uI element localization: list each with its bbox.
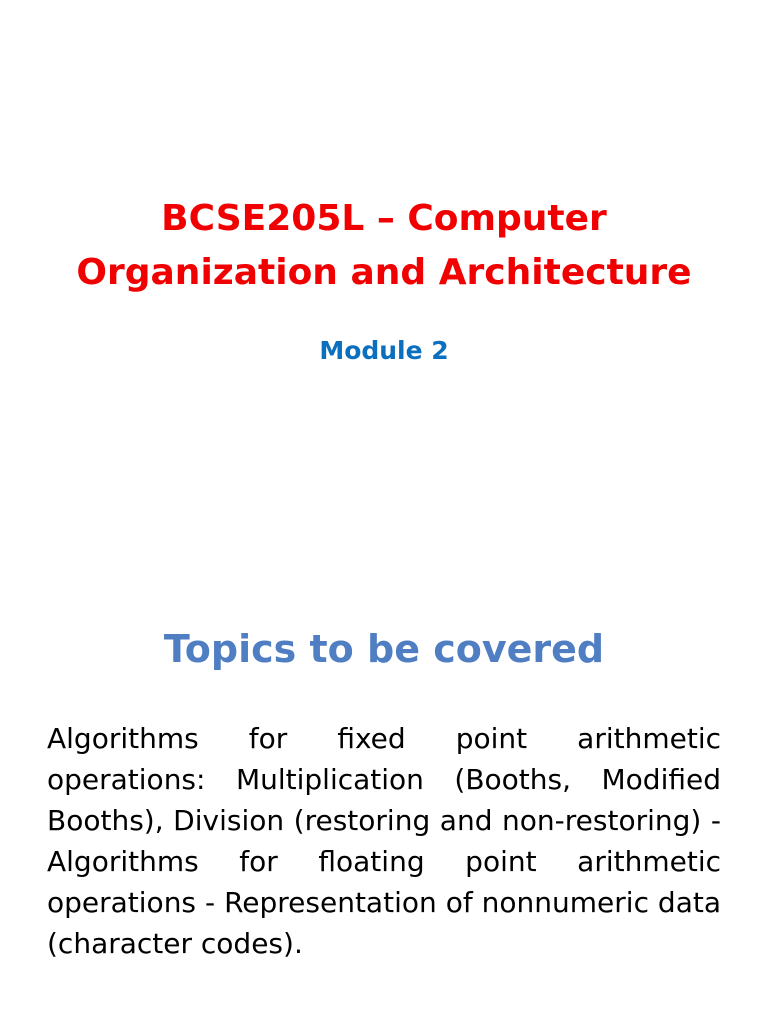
slide-title-line-1: BCSE205L – Computer	[161, 198, 607, 239]
module-subtitle: Module 2	[319, 336, 449, 365]
topics-body: Algorithms for fixed point arithmetic operations: Multiplication (Booths, Modified Booths), Division (restoring and non-restoring) - Algorithms for floating point arithmetic operations - Representation of nonnumeric data (character codes).	[47, 722, 721, 960]
slide-title-line-2: Organization and Architecture	[76, 252, 692, 293]
slide-title	[0, 192, 768, 300]
topics-heading: Topics to be covered	[163, 627, 605, 671]
